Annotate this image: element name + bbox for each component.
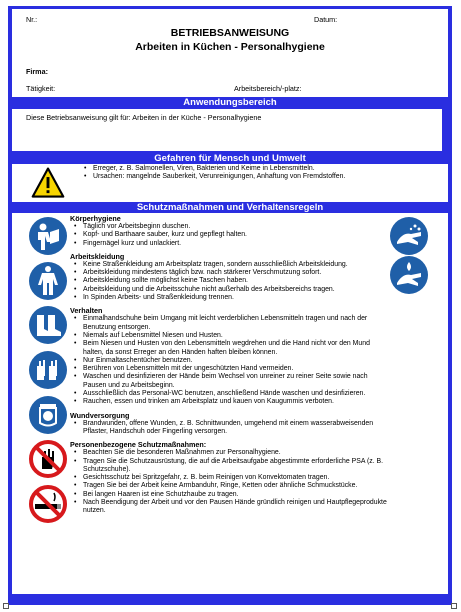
face-shield-icon (28, 395, 68, 435)
section-title-personenbezogen: Personenbezogene Schutzmaßnahmen: (70, 440, 207, 450)
page-subtitle: Arbeiten in Küchen - Personalhygiene (135, 41, 325, 53)
list-item: • Beim Niesen und Husten von den Lebensmitteln wegdrehen und die Hand nicht vor den Mund halten, da sonst Erreger an den Händen haften bleiben können. (70, 340, 388, 357)
list-item: • Berühren von Lebensmitteln mit der ungeschützten Hand vermeiden. (70, 365, 388, 373)
list-item: • Arbeitskleidung und die Arbeitsschuhe nicht außerhalb des Arbeitsbereichs tragen. (70, 286, 388, 294)
verhalten-list (70, 315, 388, 406)
list-item: • Brandwunden, offene Wunden, z. B. Schnittwunden, umgehend mit einem wasserabweisenden Pflaster, Handschuh oder Fingerling versorgen. (70, 420, 388, 437)
section-title-koerperhygiene: Körperhygiene (70, 214, 121, 223)
list-item: • Niemals auf Lebensmittel Niesen und Husten. (70, 332, 388, 340)
section-title-arbeitskleidung: Arbeitskleidung (70, 251, 125, 261)
list-item: • Tragen Sie die Schutzausrüstung, die auf die Arbeitsaufgabe abgestimmte erforderliche PSA (z. B. Schutzschuhe). (70, 458, 388, 475)
schutz-content (70, 214, 388, 516)
personenbezogen-list (70, 449, 388, 515)
hand-care-icon (389, 255, 429, 295)
list-item: • Täglich vor Arbeitsbeginn duschen. (70, 223, 388, 231)
no-touch-icon (28, 439, 68, 479)
list-item: • Ausschließlich das Personal-WC benutzen, anschließend Hände waschen und desinfizieren. (70, 390, 388, 398)
gefahren-list (80, 165, 440, 182)
schutz-box (12, 213, 448, 594)
taetigkeit-label: Tätigkeit: (26, 84, 56, 93)
koerperhygiene-list (70, 223, 388, 248)
list-item: • Einmalhandschuhe beim Umgang mit leicht verderblichen Lebensmitteln tragen und nach der Benutzung entsorgen. (70, 315, 388, 332)
gefahren-box (12, 164, 448, 202)
protective-clothing-icon (28, 261, 68, 301)
list-item: • Beachten Sie die besonderen Maßnahmen zur Personalhygiene. (70, 449, 388, 457)
list-item: • In Spinden Arbeits- und Straßenkleidung trennen. (70, 294, 388, 302)
list-item: • Ursachen: mangelnde Sauberkeit, Verunreinigungen, Anhaftung von Fremdstoffen. (80, 173, 440, 181)
anwendung-box (12, 109, 442, 151)
header-box (12, 9, 448, 97)
warning-triangle-icon (28, 166, 68, 200)
schutz-heading: Schutzmaßnahmen und Verhaltensregeln (136, 202, 324, 213)
list-item: • Waschen und desinfizieren der Hände beim Wechsel von unreiner zu reiner Seite sowie nach Pausen und zu Arbeitsbeginn. (70, 373, 388, 390)
list-item: • Nach Beendigung der Arbeit und vor den Pausen Hände gründlich reinigen und Hautpflegeprodukte nutzen. (70, 499, 388, 516)
list-item: • Arbeitskleidung mindestens täglich bzw. nach stärkerer Verschmutzung sofort. (70, 269, 388, 277)
list-item: • Erreger, z. B. Salmonellen, Viren, Bakterien und Keime in Lebensmitteln. (80, 165, 440, 173)
anwendung-text: Diese Betriebsanweisung gilt für: Arbeiten in der Küche - Personalhygiene (26, 113, 262, 122)
list-item: • Tragen Sie bei der Arbeit keine Armbanduhr, Ringe, Ketten oder ähnliche Schmuckstücke. (70, 482, 388, 490)
resize-handle-bottom-left[interactable] (3, 603, 9, 609)
section-title-wundversorgung: Wundversorgung (70, 410, 130, 420)
hand-wash-icon (389, 216, 429, 256)
safety-boots-icon (28, 305, 68, 345)
arbeitsbereich-label: Arbeitsbereich/-platz: (234, 84, 302, 93)
resize-handle-bottom-right[interactable] (451, 603, 457, 609)
read-manual-icon (28, 216, 68, 256)
anwendung-heading: Anwendungsbereich (183, 97, 277, 108)
list-item: • Nur Einmaltaschentücher benutzen. (70, 357, 388, 365)
list-item: • Gesichtsschutz bei Spritzgefahr, z. B. beim Reinigen von Konvektomaten tragen. (70, 474, 388, 482)
list-item: • Arbeitskleidung sollte möglichst keine Taschen haben. (70, 277, 388, 285)
gloves-icon (28, 350, 68, 390)
section-title-verhalten: Verhalten (70, 306, 103, 316)
page-title: BETRIEBSANWEISUNG (170, 27, 290, 39)
firma-label: Firma: (26, 67, 48, 76)
gefahren-heading: Gefahren für Mensch und Umwelt (154, 153, 306, 164)
list-item: • Keine Straßenkleidung am Arbeitsplatz tragen, sondern ausschließlich Arbeitskleidung. (70, 261, 388, 269)
wundversorgung-list (70, 420, 388, 437)
nr-label: Nr.: (26, 15, 38, 24)
list-item: • Rauchen, essen und trinken am Arbeitsplatz und kauen von Kaugummis verboten. (70, 398, 388, 406)
datum-label: Datum: (314, 15, 338, 24)
list-item: • Fingernägel kurz und unlackiert. (70, 240, 388, 248)
list-item: • Bei langen Haaren ist eine Schutzhaube zu tragen. (70, 491, 388, 499)
arbeitskleidung-list (70, 261, 388, 302)
list-item: • Kopf- und Barthaare sauber, kurz und gepflegt halten. (70, 231, 388, 239)
no-smoking-icon (28, 484, 68, 524)
